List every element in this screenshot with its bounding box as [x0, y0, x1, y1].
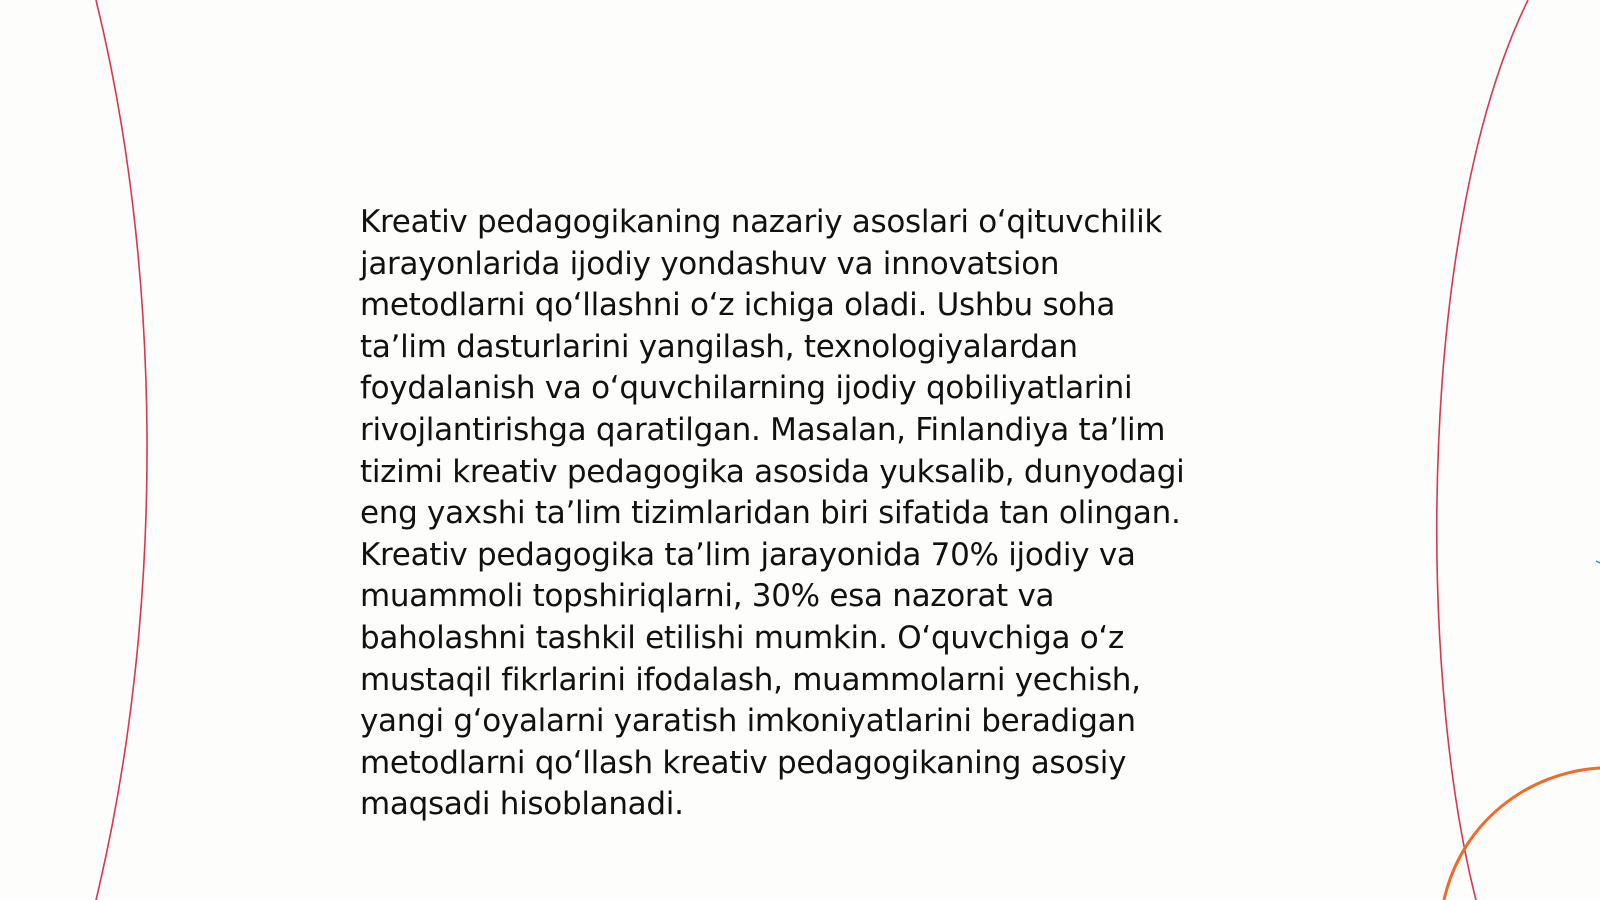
paragraph-line: baholashni tashkil etilishi mumkin. O‘quvchiga o‘z [360, 619, 1124, 656]
left-red-arc [96, 0, 147, 900]
paragraph-line: tizimi kreativ pedagogika asosida yuksalib, dunyodagi [360, 453, 1185, 490]
orange-circle-arc [1444, 768, 1600, 900]
paragraph-line: Kreativ pedagogikaning nazariy asoslari o‘qituvchilik [360, 204, 1163, 240]
paragraph-line: foydalanish va o‘quvchilarning ijodiy qobiliyatlarini [360, 370, 1133, 407]
paragraph-line: Kreativ pedagogika ta’lim jarayonida 70% ijodiy va [360, 536, 1136, 573]
paragraph-line: maqsadi hisoblanadi. [360, 786, 684, 823]
paragraph-line: ta’lim dasturlarini yangilash, texnologiyalardan [360, 328, 1078, 365]
paragraph-line: mustaqil fikrlarini ifodalash, muammolarni yechish, [360, 661, 1141, 698]
paragraph-line: rivojlantirishga qaratilgan. Masalan, Finlandiya ta’lim [360, 411, 1166, 448]
small-blue-mark [1596, 561, 1600, 563]
paragraph-line: yangi g‘oyalarni yaratish imkoniyatlarini beradigan [360, 703, 1136, 740]
paragraph-line: jarayonlarida ijodiy yondashuv va innovatsion [360, 245, 1060, 282]
body-paragraph [360, 202, 1260, 826]
paragraph-line: metodlarni qo‘llash kreativ pedagogikaning asosiy [360, 744, 1127, 781]
paragraph-line: metodlarni qo‘llashni o‘z ichiga oladi. Ushbu soha [360, 287, 1116, 324]
paragraph-line: eng yaxshi ta’lim tizimlaridan biri sifatida tan olingan. [360, 495, 1181, 532]
right-red-arc [1437, 0, 1528, 900]
paragraph-line: muammoli topshiriqlarni, 30% esa nazorat va [360, 578, 1055, 615]
